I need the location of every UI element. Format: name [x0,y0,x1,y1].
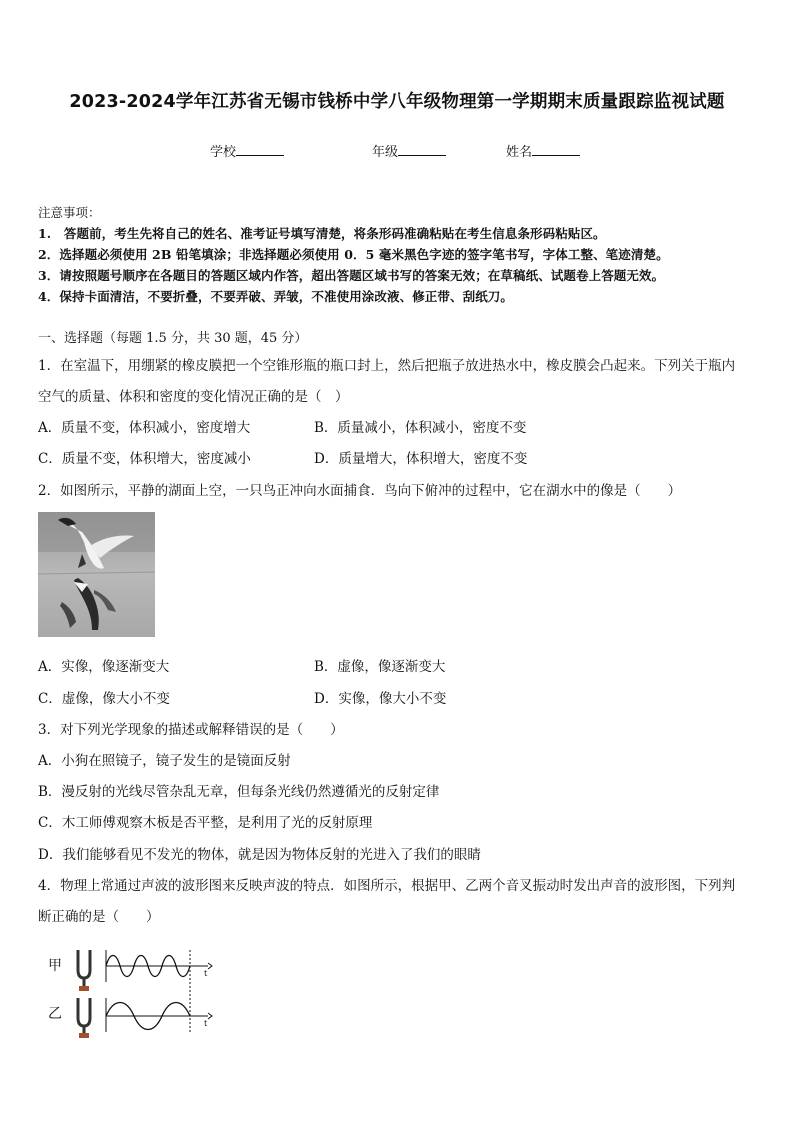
q2-option-c: C．虚像，像大小不变 [38,691,170,707]
grade-field [372,141,446,160]
name-blank [532,143,580,156]
name-label: 姓名 [506,145,533,160]
q3-option-c: C．木工师傅观察木板是否平整，是利用了光的反射原理 [38,815,373,831]
axis-t-jia: t [204,969,208,978]
q4-stem-line2: 断正确的是（ ） [38,909,160,925]
school-label: 学校 [210,145,237,160]
q1-stem-line2: 空气的质量、体积和密度的变化情况正确的是（ ） [38,389,349,405]
tuning-fork-yi-icon [78,998,90,1038]
note-2: 2．选择题必须使用 2B 铅笔填涂；非选择题必须使用 0．5 毫米黑色字迹的签字笔书写，字体工整、笔迹清楚。 [38,247,669,262]
note-1: 1. 答题前，考生先将自己的姓名、准考证号填写清楚，将条形码准确粘贴在考生信息条形码粘贴区。 [38,226,606,241]
q2-option-d: D．实像，像大小不变 [314,691,447,707]
note-3: 3．请按照题号顺序在各题目的答题区域内作答，超出答题区域书写的答案无效；在草稿纸、试题卷上答题无效。 [38,268,665,283]
q3-option-d: D．我们能够看见不发光的物体，就是因为物体反射的光进入了我们的眼睛 [38,847,481,863]
q1-option-c: C．质量不变，体积增大，密度减小 [38,451,251,467]
note-4: 4．保持卡面清洁，不要折叠，不要弄破、弄皱，不准使用涂改液、修正带、刮纸刀。 [38,289,513,304]
school-blank [236,143,284,156]
section-title: 一、选择题（每题 1.5 分，共 30 题，45 分） [38,331,308,346]
q4-stem-line1: 4．物理上常通过声波的波形图来反映声波的特点．如图所示，根据甲、乙两个音叉振动时发出声音的波形图，下列判 [38,878,736,894]
grade-blank [398,143,446,156]
q3-stem: 3．对下列光学现象的描述或解释错误的是（ ） [38,722,344,738]
fig-label-jia: 甲 [48,958,62,974]
q2-option-b: B．虚像，像逐渐变大 [314,659,446,675]
name-field [506,141,580,160]
notes-heading: 注意事项： [38,205,101,220]
school-field [210,141,284,160]
tuning-fork-jia-icon [78,950,90,991]
axis-t-yi: t [204,1019,208,1028]
q1-option-a: A．质量不变，体积减小，密度增大 [38,420,251,436]
bird-reflection-photo [38,512,155,637]
q2-stem-line1: 2．如图所示，平静的湖面上空，一只鸟正冲向水面捕食．鸟向下俯冲的过程中，它在湖水中的像是（ ） [38,483,682,499]
tuning-fork-waveform-figure [44,940,224,1040]
grade-label: 年级 [372,145,399,160]
q1-option-d: D．质量增大，体积增大，密度不变 [314,451,528,467]
q2-option-a: A．实像，像逐渐变大 [38,659,170,675]
q3-option-b: B．漫反射的光线尽管杂乱无章，但每条光线仍然遵循光的反射定律 [38,784,440,800]
q3-option-a: A．小狗在照镜子，镜子发生的是镜面反射 [38,753,291,769]
q1-stem-line1: 1．在室温下，用绷紧的橡皮膜把一个空锥形瓶的瓶口封上，然后把瓶子放进热水中，橡皮膜会凸起来。下列关于瓶内 [38,358,736,374]
q1-option-b: B．质量减小，体积减小，密度不变 [314,420,527,436]
fig-label-yi: 乙 [48,1006,62,1022]
page-title: 2023-2024学年江苏省无锡市钱桥中学八年级物理第一学期期末质量跟踪监视试题 [69,92,725,112]
